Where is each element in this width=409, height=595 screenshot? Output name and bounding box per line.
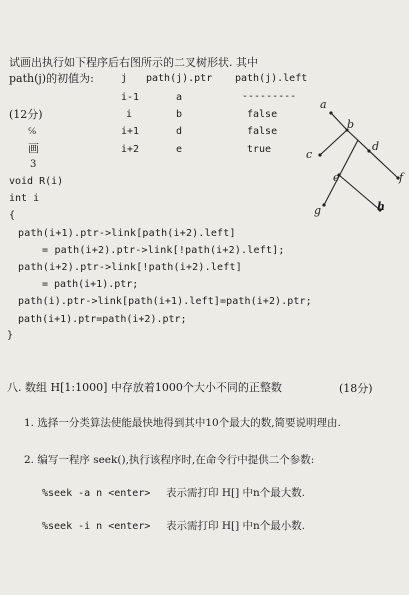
- code-line: path(i+1).ptr->link[path(i+2).left]: [18, 228, 236, 239]
- tree-label-e: e: [333, 171, 340, 184]
- question-score: (12分): [9, 108, 43, 121]
- table-header-ptr: path(j).ptr: [146, 73, 213, 84]
- tree-label-f: f: [399, 171, 404, 184]
- tree-label-a: a: [320, 98, 327, 111]
- code-line: path(i+1).ptr=path(i+2).ptr;: [18, 314, 187, 325]
- table-cell: i+1: [121, 126, 140, 137]
- tree-label-d: d: [372, 140, 380, 153]
- tree-node-g: [322, 203, 325, 206]
- table-cell: i-1: [121, 92, 140, 103]
- tree-edge: [320, 130, 347, 155]
- tree-node-d: [367, 149, 370, 152]
- tree-label-b: b: [347, 118, 355, 131]
- tree-node-c: [318, 153, 321, 156]
- command-seek-a-desc: 表示需打印 H[] 中n个最大数.: [166, 487, 306, 499]
- code-line: }: [7, 330, 14, 341]
- tree-edge: [347, 130, 398, 178]
- command-seek-a: %seek -a n <enter>: [42, 488, 151, 499]
- margin-mark: ℅: [28, 126, 37, 137]
- table-cell: d: [176, 126, 183, 137]
- code-line: void R(i): [9, 176, 64, 187]
- margin-mark: 画: [28, 142, 39, 155]
- table-cell: true: [247, 144, 272, 155]
- command-seek-i: %seek -i n <enter>: [42, 521, 151, 532]
- table-cell: false: [247, 126, 278, 137]
- table-cell: i+2: [121, 144, 140, 155]
- table-header-left: path(j).left: [235, 73, 308, 84]
- tree-edge: [331, 113, 347, 130]
- tree-label-c: c: [306, 148, 313, 161]
- table-cell: false: [247, 109, 278, 120]
- initial-values-label: path(j)的初值为:: [9, 72, 94, 85]
- question-intro: 试画出执行如下程序后右图所示的二叉树形状. 其中: [9, 56, 258, 69]
- table-header-j: j: [121, 73, 128, 84]
- table-dashes: ---------: [242, 91, 297, 102]
- table-cell: e: [176, 144, 183, 155]
- margin-mark: 3: [30, 159, 37, 170]
- tree-edge: [339, 175, 380, 210]
- tree-node-a: [329, 111, 332, 114]
- question-8-item-2: 2. 编写一程序 seek(),执行该程序时,在命令行中提供二个参数:: [24, 454, 315, 466]
- table-cell: i: [126, 109, 133, 120]
- question-8-score: (18分): [339, 382, 373, 395]
- code-line: path(i).ptr->link[path(i+1).left]=path(i+2).ptr;: [18, 296, 312, 307]
- command-seek-i-desc: 表示需打印 H[] 中n个最小数.: [166, 520, 306, 532]
- question-8-item-1: 1. 选择一分类算法使能最快地得到其中10个最大的数,简要说明理由.: [24, 417, 341, 429]
- code-line: {: [9, 210, 16, 221]
- code-line: path(i+2).ptr->link[!path(i+2).left]: [18, 262, 242, 273]
- table-cell: b: [176, 109, 183, 120]
- code-line: int i: [9, 193, 40, 204]
- question-8-title: 八. 数组 H[1:1000] 中存放着1000个大小不同的正整数: [7, 381, 282, 394]
- tree-edge: [324, 140, 358, 205]
- tree-label-h: h: [377, 200, 385, 213]
- table-cell: a: [176, 92, 183, 103]
- tree-label-g: g: [314, 204, 322, 217]
- code-line: = path(i+1).ptr;: [42, 279, 139, 290]
- code-line: = path(i+2).ptr->link[!path(i+2).left];: [42, 245, 285, 256]
